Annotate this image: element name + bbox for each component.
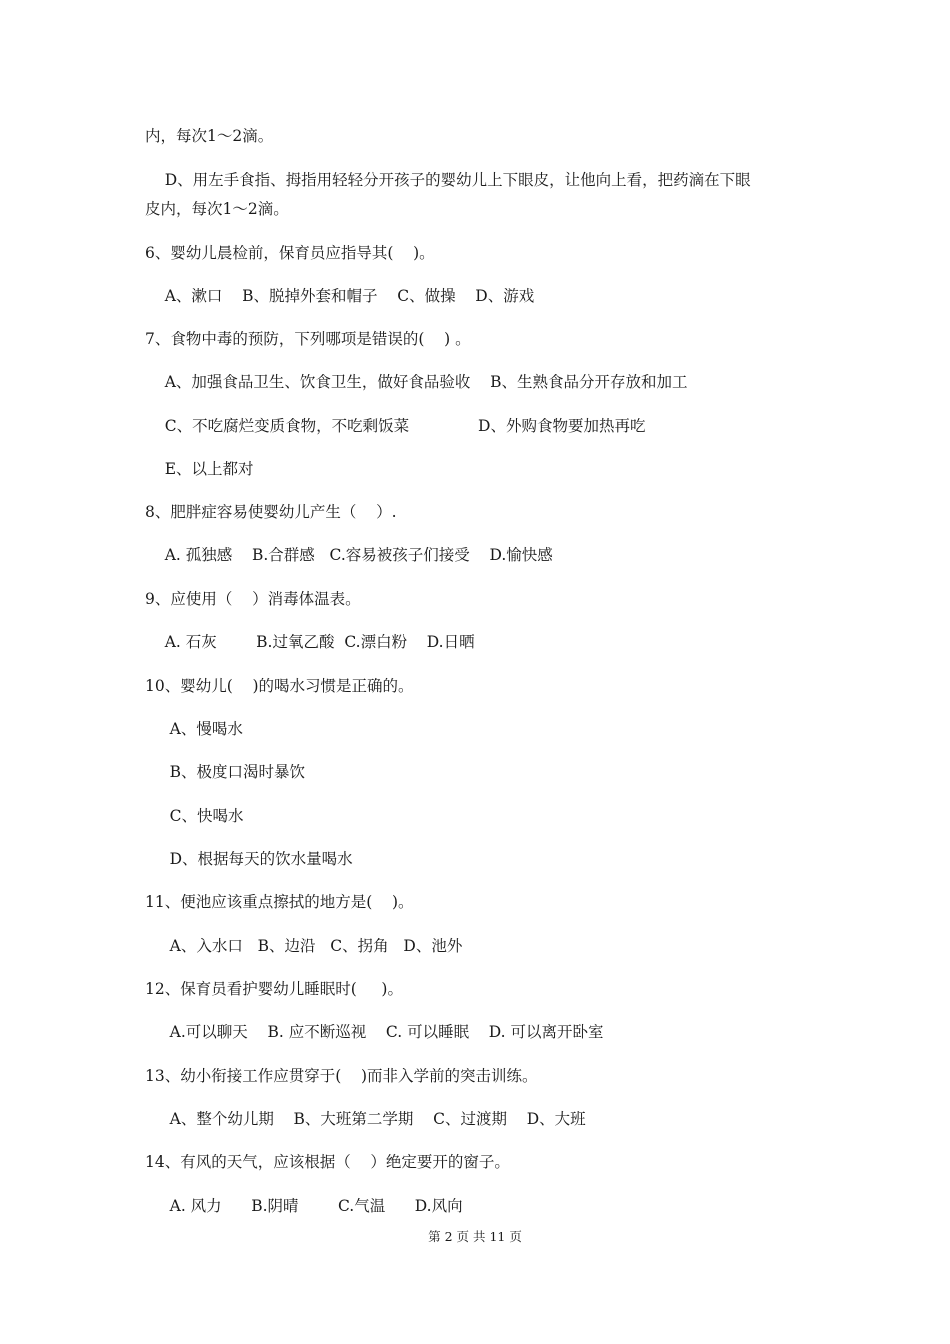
option-10-b: B、极度口渴时暴饮 (145, 763, 306, 781)
question-10: 10、婴幼儿( )的喝水习惯是正确的。 (145, 677, 414, 695)
options-12: A.可以聊天 B. 应不断巡视 C. 可以睡眠 D. 可以离开卧室 (145, 1023, 604, 1041)
options-13: A、整个幼儿期 B、大班第二学期 C、过渡期 D、大班 (145, 1110, 586, 1128)
page-footer: 第 2 页 共 11 页 (428, 1229, 522, 1244)
options-8: A. 孤独感 B.合群感 C.容易被孩子们接受 D.愉快感 (145, 546, 553, 564)
question-11: 11、便池应该重点擦拭的地方是( )。 (145, 893, 414, 911)
question-9: 9、应使用（ ）消毒体温表。 (145, 590, 361, 608)
options-7-cd: C、不吃腐烂变质食物，不吃剩饭菜 D、外购食物要加热再吃 (145, 417, 646, 435)
text-line: 内，每次1～2滴。 (145, 127, 274, 145)
options-6: A、漱口 B、脱掉外套和帽子 C、做操 D、游戏 (145, 287, 535, 305)
options-14: A. 风力 B.阴晴 C.气温 D.风向 (145, 1197, 463, 1215)
options-7-e: E、以上都对 (145, 460, 254, 478)
options-7-ab: A、加强食品卫生、饮食卫生，做好食品验收 B、生熟食品分开存放和加工 (145, 373, 688, 391)
option-10-c: C、快喝水 (145, 807, 244, 825)
question-14: 14、有风的天气，应该根据（ ）绝定要开的窗子。 (145, 1153, 510, 1171)
question-6: 6、婴幼儿晨检前，保育员应指导其( )。 (145, 244, 435, 262)
text-line: 皮内，每次1～2滴。 (145, 200, 289, 218)
option-10-d: D、根据每天的饮水量喝水 (145, 850, 353, 868)
text-line: D、用左手食指、拇指用轻轻分开孩子的婴幼儿上下眼皮，让他向上看，把药滴在下眼 (145, 171, 751, 189)
options-11: A、入水口 B、边沿 C、拐角 D、池外 (145, 937, 463, 955)
question-8: 8、肥胖症容易使婴幼儿产生（ ）. (145, 503, 397, 521)
option-10-a: A、慢喝水 (145, 720, 243, 738)
options-9: A. 石灰 B.过氧乙酸 C.漂白粉 D.日晒 (145, 633, 475, 651)
question-12: 12、保育员看护婴幼儿睡眠时( )。 (145, 980, 403, 998)
question-7: 7、食物中毒的预防，下列哪项是错误的( ) 。 (145, 330, 471, 348)
question-13: 13、幼小衔接工作应贯穿于( )而非入学前的突击训练。 (145, 1067, 538, 1085)
